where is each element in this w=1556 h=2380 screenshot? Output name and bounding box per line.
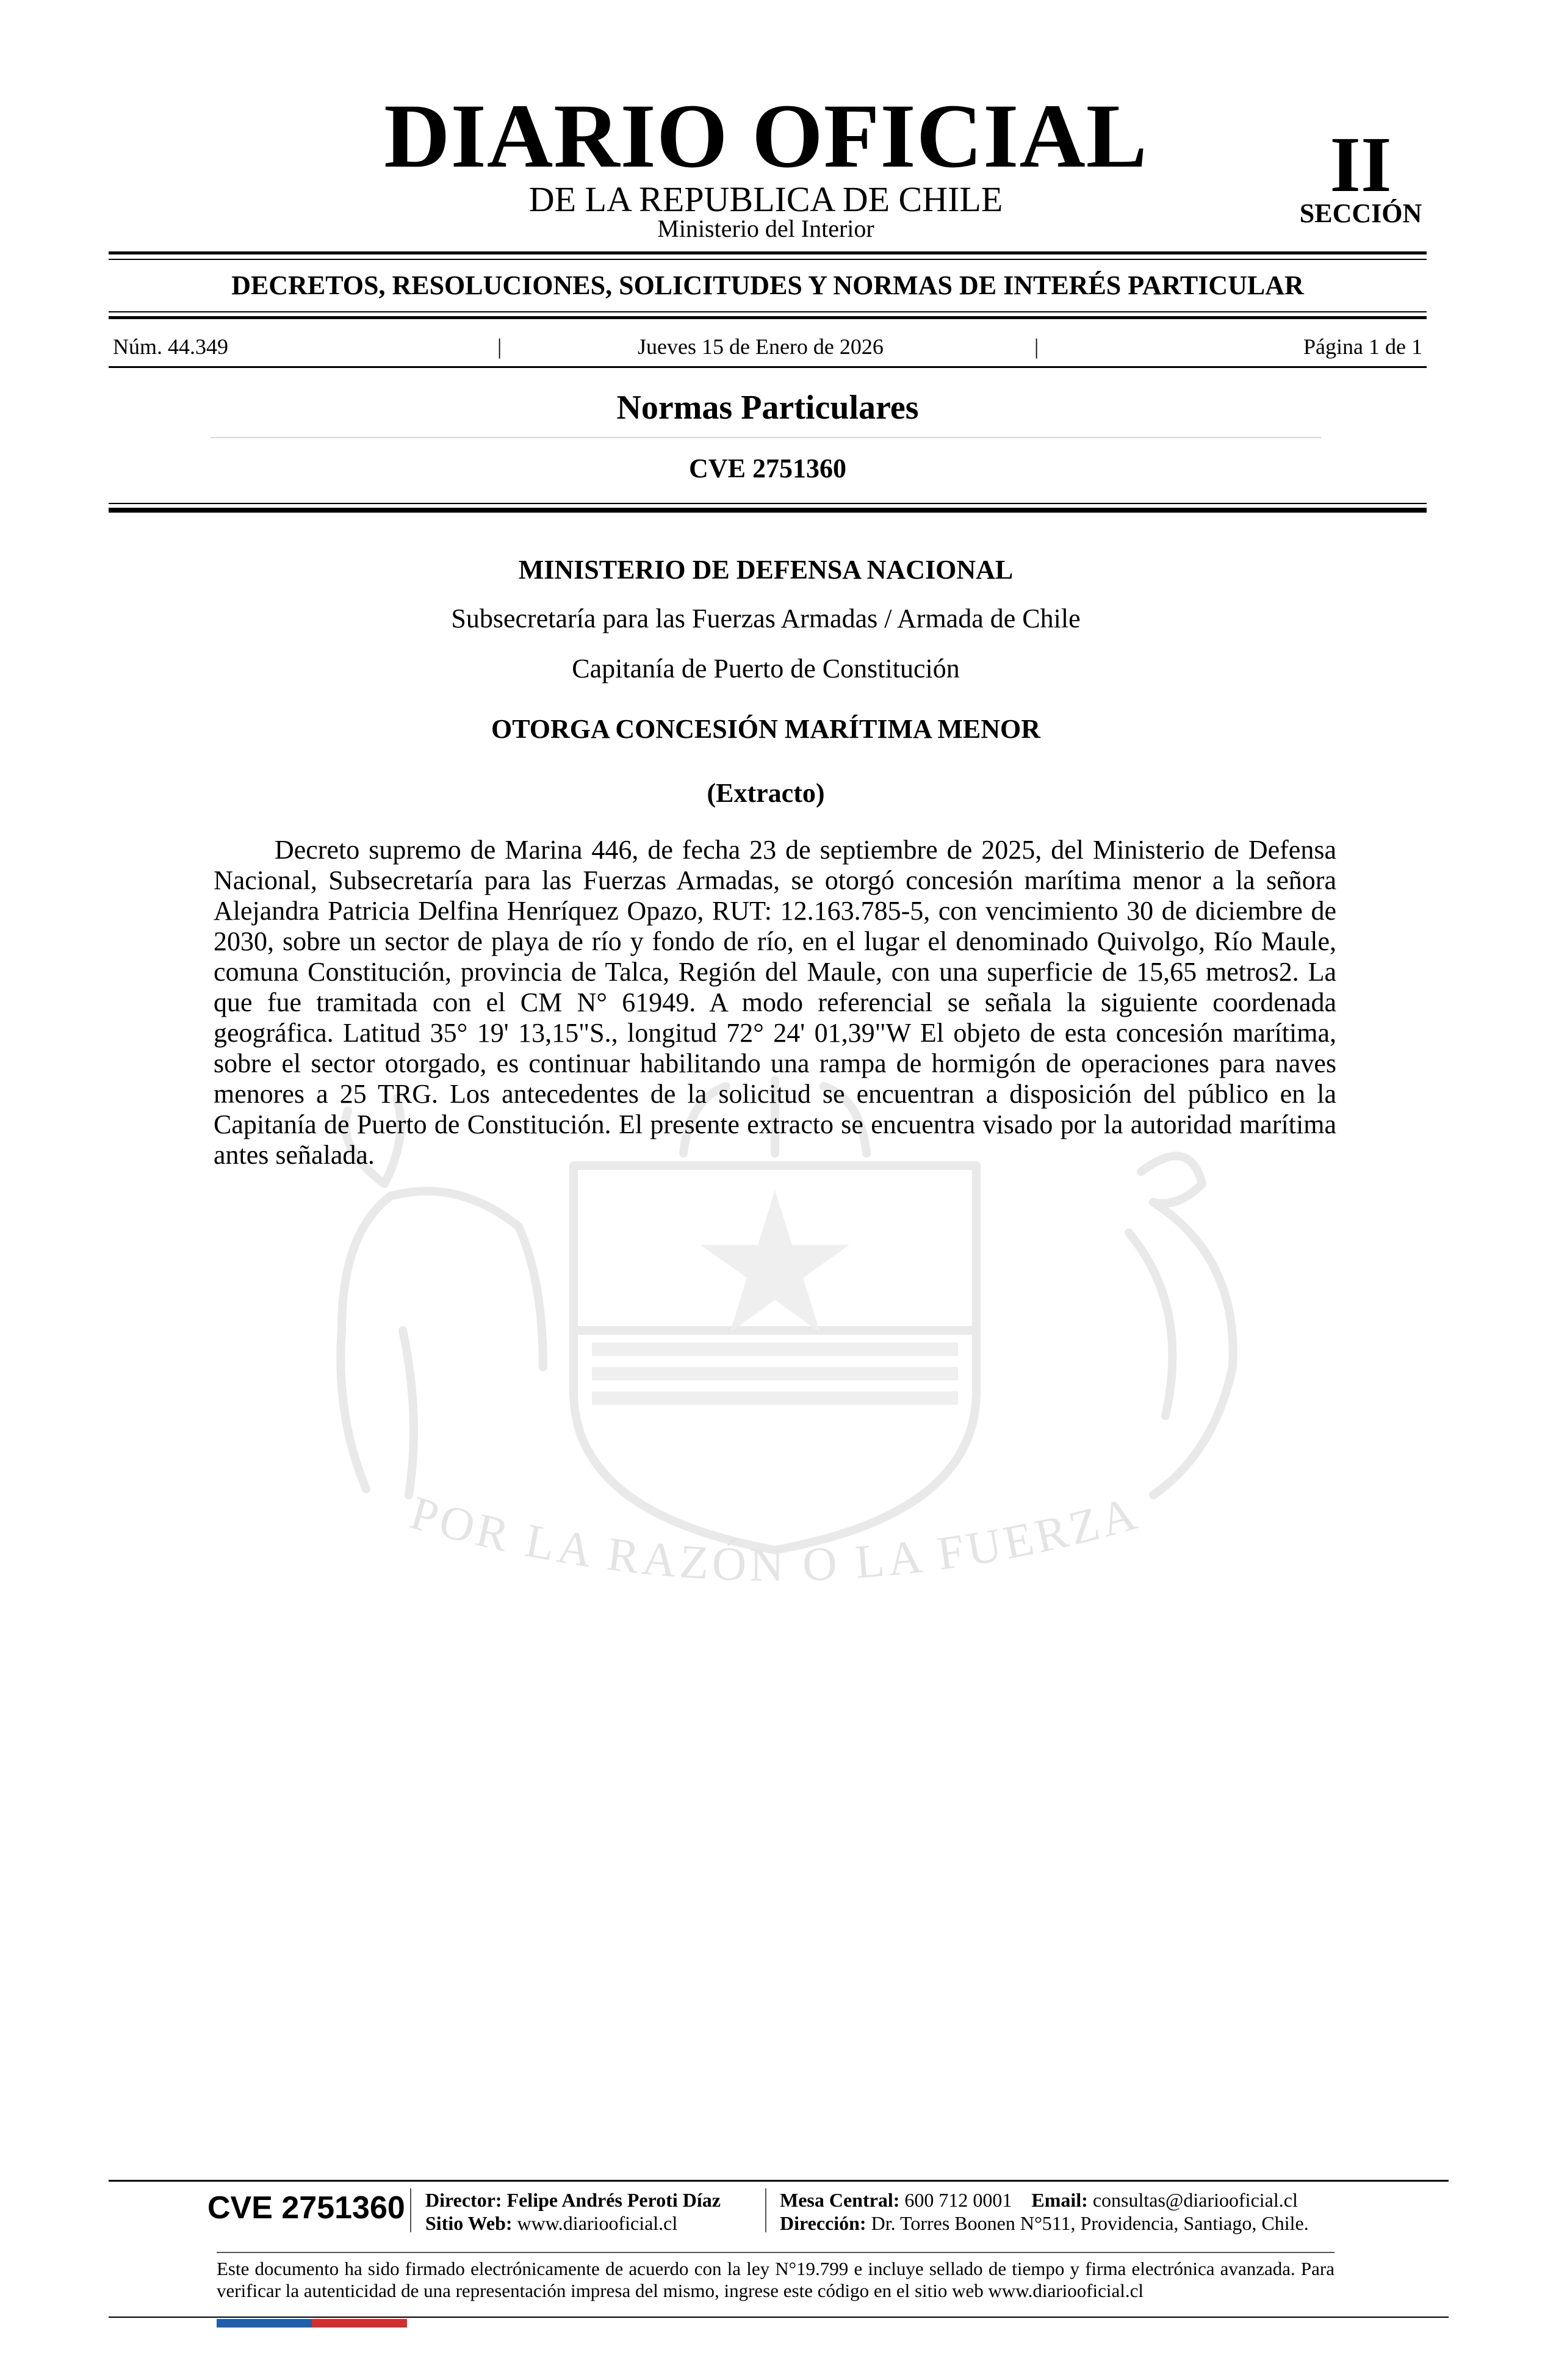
masthead-subtitle: DE LA REPUBLICA DE CHILE xyxy=(528,179,1003,219)
address-label: Dirección: xyxy=(780,2212,866,2234)
issue-rule xyxy=(109,366,1427,368)
issue-separator: | xyxy=(497,334,502,359)
director-label: Director: xyxy=(425,2189,502,2211)
ministry-name: MINISTERIO DE DEFENSA NACIONAL xyxy=(518,555,1014,585)
section-label: SECCIÓN xyxy=(1299,198,1422,228)
footer-cve: CVE 2751360 xyxy=(207,2190,405,2226)
footer-divider xyxy=(765,2188,766,2232)
footer-rule xyxy=(109,2180,1449,2182)
svg-text:POR LA RAZÓN O LA FUERZA xyxy=(405,1485,1145,1591)
flag-red-segment xyxy=(312,2319,407,2328)
issue-separator: | xyxy=(1034,334,1039,359)
flag-color-bar xyxy=(217,2319,407,2328)
mesa-label: Mesa Central: xyxy=(780,2189,900,2211)
subsecretaria: Subsecretaría para las Fuerzas Armadas / Armada de Chile xyxy=(451,604,1081,633)
heading-rule-thin xyxy=(109,311,1427,312)
capitania: Capitanía de Puerto de Constitución xyxy=(572,654,960,683)
heading-rule-thick xyxy=(109,316,1427,319)
section-number: II xyxy=(1330,121,1392,209)
masthead-rule-thick xyxy=(109,251,1427,254)
section-heading: DECRETOS, RESOLUCIONES, SOLICITUDES Y NORMAS DE INTERÉS PARTICULAR xyxy=(231,270,1304,300)
footer-separator xyxy=(217,2252,1334,2253)
resolution-title: OTORGA CONCESIÓN MARÍTIMA MENOR xyxy=(491,714,1041,744)
director-value: Felipe Andrés Peroti Díaz xyxy=(506,2189,721,2211)
watermark-motto: POR LA RAZÓN O LA FUERZA xyxy=(405,1485,1145,1592)
email-label: Email: xyxy=(1031,2189,1088,2211)
masthead-title: DIARIO OFICIAL xyxy=(384,85,1148,187)
issue-date: Jueves 15 de Enero de 2026 xyxy=(638,334,884,359)
email-link[interactable]: consultas@diariooficial.cl xyxy=(1092,2189,1298,2211)
document-body: Decreto supremo de Marina 446, de fecha 23 de septiembre de 2025, del Ministerio de Defensa Nacional, Subsecretaría para las Fuerzas Armadas, se otorgó concesión marítima menor a la señora Alejandra Patricia Delfina Henríquez Opazo, RUT: 12.163.785-5, con vencimiento 30 de diciembre de 2030, sobre un sector de playa de río y fondo de río, en el lugar el denominado Quivolgo, Río Maule, comuna Constitución, provincia de Talca, Región del Maule, con una superficie de 15,65 metros2. La que fue tramitada con el CM N° 61949. A modo referencial se señala la siguiente coordenada geográfica. Latitud 35° 19' 13,15"S., longitud 72° 24' 01,39"W El objeto de esta concesión marítima, sobre el sector otorgado, es continuar habilitando una rampa de hormigón de operaciones para naves menores a 25 TRG. Los antecedentes de la solicitud se encuentran a disposición del público en la Capitanía de Puerto de Constitución. El presente extracto se encuentra visado por la autoridad marítima antes señalada. xyxy=(214,835,1336,1170)
coat-of-arms-icon xyxy=(201,1074,1349,1721)
cve-code: CVE 2751360 xyxy=(689,453,846,483)
cve-rule-thick xyxy=(109,508,1427,513)
extracto-label: (Extracto) xyxy=(707,778,825,808)
masthead-ministry: Ministerio del Interior xyxy=(657,215,874,242)
website-link[interactable]: www.diariooficial.cl xyxy=(517,2212,678,2234)
issue-page: Página 1 de 1 xyxy=(1303,334,1422,359)
footer-director-block xyxy=(425,2188,721,2235)
issue-info-row xyxy=(113,334,1422,359)
category-title: Normas Particulares xyxy=(616,389,919,427)
issue-number: Núm. 44.349 xyxy=(113,334,228,359)
mesa-value: 600 712 0001 xyxy=(904,2189,1012,2211)
footer-contact-block xyxy=(780,2188,1309,2235)
address-value: Dr. Torres Boonen N°511, Providencia, Santiago, Chile. xyxy=(871,2212,1309,2234)
footer-bottom-rule xyxy=(109,2317,1449,2318)
footer-divider xyxy=(410,2188,411,2232)
footer-disclaimer: Este documento ha sido firmado electrónicamente de acuerdo con la ley N°19.799 e incluye sellado de tiempo y firma electrónica avanzada. Para verificar la autenticidad de una representación impresa del mismo, ingrese este código en el sitio web www.diariooficial.cl xyxy=(217,2258,1334,2301)
category-underline xyxy=(211,437,1321,438)
website-label: Sitio Web: xyxy=(425,2212,513,2234)
cve-rule-thin xyxy=(109,503,1427,504)
flag-blue-segment xyxy=(217,2319,312,2328)
masthead-rule-thin xyxy=(109,259,1427,260)
